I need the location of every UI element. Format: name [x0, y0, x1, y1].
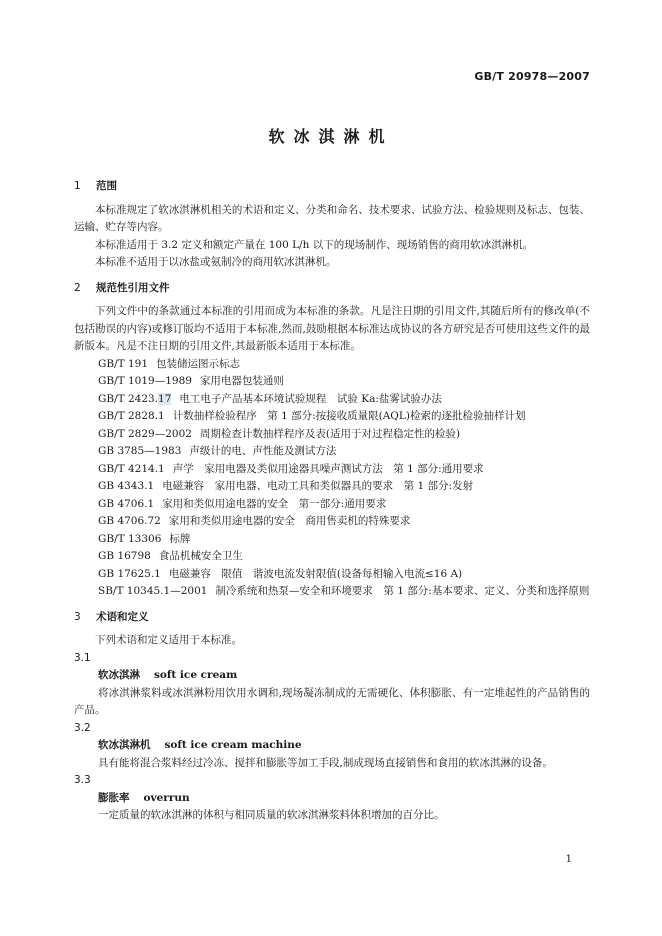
document-body	[74, 178, 590, 825]
term-definition: 将冰淇淋浆料或冰淇淋粉用饮用水调和,现场凝冻制成的无需硬化、体积膨胀、有一定堆起性的产品销售的产品。	[74, 686, 590, 716]
paragraph: 下列文件中的条款通过本标准的引用而成为本标准的条款。凡是注日期的引用文件,其随后所有的修改单(不包括勘误的内容)或修订版均不适用于本标准,然而,鼓励根据本标准达成协议的各方研究是否可使用这些文件的最新版本。凡是不注日期的引用文件,其最新版本适用于本标准。	[74, 305, 590, 352]
reference-item: GB 4343.1 电磁兼容 家用电器、电动工具和类似器具的要求 第 1 部分:发射	[98, 480, 474, 492]
reference-item: GB/T 2828.1 计数抽样检验程序 第 1 部分:按接收质量限(AQL)检索的逐批检验抽样计划	[98, 410, 526, 422]
term-definition: 一定质量的软冰淇淋的体积与相同质量的软冰淇淋浆料体积增加的百分比。	[98, 809, 445, 821]
section-heading-scope: 1 范围	[74, 180, 117, 192]
reference-item: GB/T 13306 标牌	[98, 532, 191, 545]
reference-item: GB 3785—1983 声级计的电、声性能及测试方法	[98, 445, 337, 457]
term-number: 3.2	[74, 721, 91, 734]
paragraph: 本标准不适用于以冰盐或氨制冷的商用软冰淇淋机。	[95, 256, 337, 268]
term-number: 3.3	[74, 774, 91, 786]
reference-item: GB/T 191 包装储运图示标志	[98, 357, 241, 370]
reference-item: SB/T 10345.1—2001 制冷系统和热泵—安全和环境要求 第 1 部分:基本要求、定义、分类和选择原则	[98, 585, 590, 597]
term-heading: 膨胀率 overrun	[98, 791, 190, 804]
term-number: 3.1	[74, 651, 91, 664]
paragraph: 下列术语和定义适用于本标准。	[95, 634, 242, 646]
reference-item: GB/T 2423.17 电工电子产品基本环境试验规程 试验 Ka:盐雾试验办法	[98, 392, 442, 405]
term-heading: 软冰淇淋机 soft ice cream machine	[98, 739, 302, 751]
reference-item: GB/T 4214.1 声学 家用电器及类似用途器具噪声测试方法 第 1 部分:通用要求	[98, 462, 484, 475]
reference-item: GB 4706.1 家用和类似用途电器的安全 第一部分:通用要求	[98, 497, 387, 510]
reference-item: GB/T 2829—2002 周期检查计数抽样程序及表(适用于对过程稳定性的检验)	[98, 427, 461, 440]
document-title: 软冰淇淋机	[268, 127, 394, 146]
section-heading-normative-references: 2 规范性引用文件	[74, 281, 170, 294]
term-heading: 软冰淇淋 soft ice cream	[98, 669, 238, 681]
reference-item: GB 4706.72 家用和类似用途电器的安全 商用售卖机的特殊要求	[98, 515, 411, 527]
reference-item: GB 16798 食品机械安全卫生	[98, 550, 243, 562]
page-number: 1	[565, 854, 572, 865]
section-heading-terms-definitions: 3 术语和定义	[74, 610, 149, 623]
paragraph: 本标准规定了软冰淇淋机相关的术语和定义、分类和命名、技术要求、试验方法、检验规则及标志、包装、运输、贮存等内容。	[74, 203, 590, 233]
reference-item: GB/T 1019—1989 家用电器包装通则	[98, 375, 284, 387]
reference-item: GB 17625.1 电磁兼容 限值 谐波电流发射限值(设备每相输入电流≤16 A)	[98, 567, 463, 580]
text-selection-highlight: 17	[158, 392, 172, 405]
term-definition: 具有能将混合浆料经过冷冻、搅拌和膨胀等加工手段,制成现场直接销售和食用的软冰淇淋的设备。	[98, 756, 553, 769]
paragraph: 本标准适用于 3.2 定义和额定产量在 100 L/h 以下的现场制作、现场销售的商用软冰淇淋机。	[95, 238, 534, 251]
standard-code: GB/T 20978—2007	[474, 70, 590, 83]
